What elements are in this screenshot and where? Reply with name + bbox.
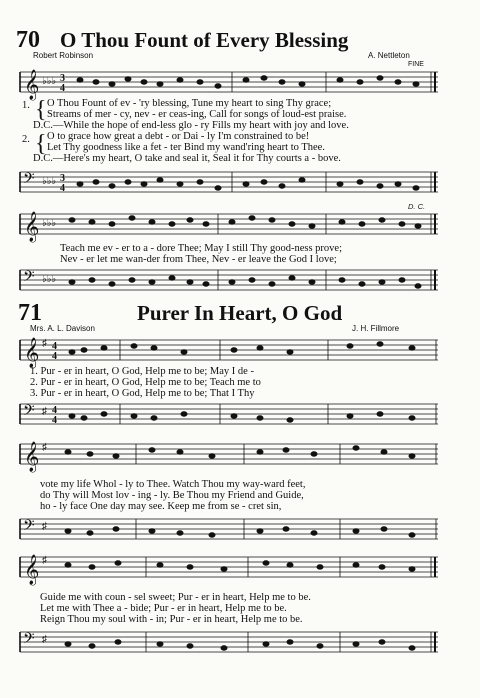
svg-text:♯: ♯ — [42, 555, 47, 566]
hymn-71-music-by: J. H. Fillmore — [352, 324, 400, 333]
hymn-70-bass-staff-2 — [20, 268, 440, 296]
hymn-71-treble-staff-1 — [20, 338, 440, 368]
svg-text:𝄢: 𝄢 — [23, 170, 35, 190]
verse-1-dc-line: D.C.—While the hope of end-less glo - ry Fills my heart with joy and love. — [33, 120, 349, 131]
svg-text:♯: ♯ — [42, 634, 47, 645]
hymn-70-music-by: A. Nettleton — [368, 51, 410, 60]
hymn-71-bass-staff-2 — [20, 517, 440, 545]
verse-2-dc-line: D.C.—Here's my heart, O take and seal it, Seal it for Thy courts a - bove. — [33, 153, 341, 164]
h71-s1-verse-1: 1. Pur - er in heart, O God, Help me to be; May I de - — [30, 366, 254, 377]
svg-text:𝄞: 𝄞 — [24, 70, 40, 100]
hymn-71-treble-staff-3 — [20, 555, 440, 585]
svg-text:4: 4 — [60, 183, 65, 194]
hymn-71-words-by: Mrs. A. L. Davison — [30, 324, 95, 333]
svg-text:♯: ♯ — [42, 442, 47, 453]
svg-text:4: 4 — [60, 83, 65, 94]
svg-text:3: 3 — [60, 173, 65, 184]
verse-2-line-b: Let Thy goodness like a fet - ter Bind my wand'ring heart to Thee. — [47, 142, 325, 153]
svg-text:𝄢: 𝄢 — [23, 517, 35, 537]
h71-s3-verse-3: Reign Thou my soul with - in; Pur - er in heart, Help me to be. — [40, 614, 303, 625]
svg-text:3: 3 — [60, 73, 65, 84]
h71-s2-verse-2: do Thy will Most lov - ing - ly. Be Thou my Friend and Guide, — [40, 490, 304, 501]
hymn-71-bass-staff-1 — [20, 402, 440, 430]
refrain-line-1: Teach me ev - er to a - dore Thee; May I still Thy good-ness prove; — [60, 243, 342, 254]
verse-1-number: 1. — [22, 100, 30, 111]
svg-text:♭♭♭: ♭♭♭ — [42, 176, 57, 187]
fine-mark: FINE — [408, 61, 424, 68]
svg-text:𝄢: 𝄢 — [23, 402, 35, 422]
svg-text:♭♭♭: ♭♭♭ — [42, 76, 57, 87]
h71-s1-verse-3: 3. Pur - er in heart, O God, Help me to be; That I Thy — [30, 388, 255, 399]
svg-text:𝄞: 𝄞 — [24, 555, 40, 584]
h71-s2-verse-3: ho - ly face One day may see. Keep me from se - cret sin, — [40, 501, 282, 512]
svg-text:𝄞: 𝄞 — [24, 212, 40, 241]
hymn-71-number: 71 — [18, 300, 42, 326]
hymn-71-title: Purer In Heart, O God — [137, 301, 343, 325]
svg-text:♯: ♯ — [42, 521, 47, 532]
h71-s1-verse-2: 2. Pur - er in heart, O God, Help me to be; Teach me to — [30, 377, 261, 388]
hymn-70-number: 70 — [16, 27, 40, 53]
verse-1-line-b: Streams of mer - cy, nev - er ceas-ing, Call for songs of loud-est praise. — [47, 109, 347, 120]
svg-text:♭♭♭: ♭♭♭ — [42, 274, 57, 285]
hymn-71-bass-staff-3 — [20, 630, 440, 658]
hymn-70-treble-staff-1 — [20, 70, 440, 100]
verse-1-line-a: O Thou Fount of ev - 'ry blessing, Tune my heart to sing Thy grace; — [47, 98, 332, 109]
svg-text:4: 4 — [52, 341, 57, 352]
verse-2-brace: { — [35, 131, 47, 157]
verse-2-number: 2. — [22, 134, 30, 145]
svg-text:4: 4 — [52, 415, 57, 426]
verse-2-line-a: O to grace how great a debt - or Dai - ly I'm constrained to be! — [47, 131, 310, 142]
hymn-71-treble-staff-2 — [20, 442, 440, 472]
svg-text:♭♭♭: ♭♭♭ — [42, 218, 57, 229]
svg-text:♯: ♯ — [42, 338, 47, 349]
hymn-70-bass-staff-1 — [20, 170, 440, 198]
svg-text:4: 4 — [52, 351, 57, 362]
h71-s2-verse-1: vote my life Whol - ly to Thee. Watch Thou my way-ward feet, — [40, 479, 306, 490]
hymn-70-title: O Thou Fount of Every Blessing — [60, 28, 349, 52]
h71-s3-verse-2: Let me with Thee a - bide; Pur - er in heart, Help me to be. — [40, 603, 287, 614]
svg-text:𝄞: 𝄞 — [24, 338, 40, 367]
svg-text:♯: ♯ — [42, 406, 47, 417]
dc-mark: D. C. — [408, 202, 426, 211]
verse-1-brace: { — [35, 97, 47, 123]
hymn-70-treble-staff-2 — [20, 212, 440, 242]
h71-s3-verse-1: Guide me with coun - sel sweet; Pur - er in heart, Help me to be. — [40, 592, 311, 603]
refrain-line-2: Nev - er let me wan-der from Thee, Nev - er leave the God I love; — [60, 254, 337, 265]
svg-text:4: 4 — [52, 405, 57, 416]
svg-text:𝄞: 𝄞 — [24, 442, 40, 471]
svg-text:𝄢: 𝄢 — [23, 268, 35, 288]
svg-text:𝄢: 𝄢 — [23, 630, 35, 650]
hymn-70-words-by: Robert Robinson — [33, 51, 94, 60]
